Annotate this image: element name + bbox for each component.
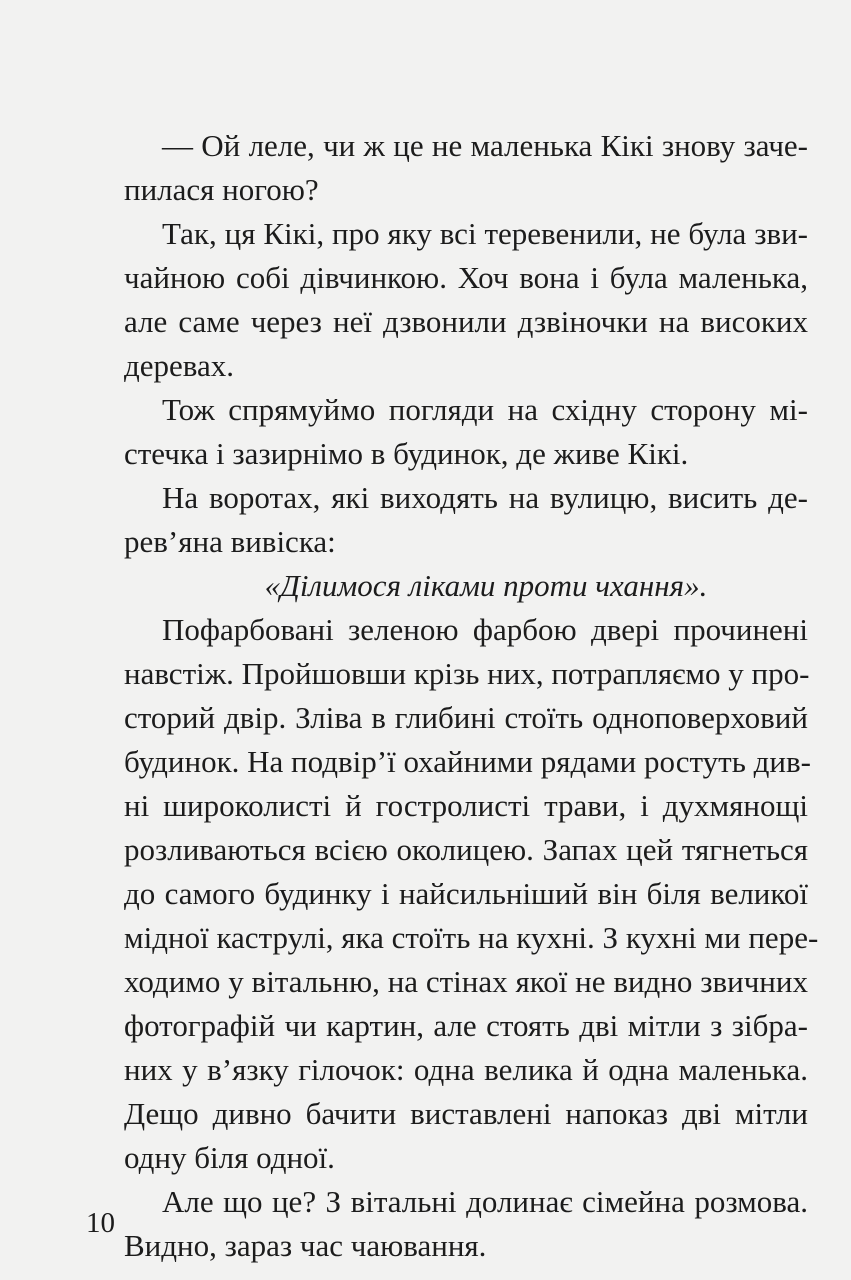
- text-line: них у в’язку гілочок: одна велика й одна маленька.: [124, 1052, 808, 1087]
- paragraph-4: [86, 476, 808, 564]
- text-line: рев’яна вивіска:: [124, 524, 336, 559]
- text-line: мідної каструлі, яка стоїть на кухні. З кухні ми пере-: [124, 920, 819, 955]
- text-line: стечка і зазирнімо в будинок, де живе Кікі.: [124, 436, 689, 471]
- paragraph-2: [86, 212, 808, 388]
- text-line: Тож спрямуймо погляди на східну сторону мі-: [162, 392, 808, 427]
- text-line: будинок. На подвір’ї охайними рядами ростуть див-: [124, 744, 811, 779]
- paragraph-1: [86, 124, 808, 212]
- paragraph-3: [86, 388, 808, 476]
- text-line: до самого будинку і найсильніший він біля великої: [124, 876, 808, 911]
- text-line: сторий двір. Зліва в глибині стоїть одноповерховий: [124, 700, 808, 735]
- sign-text: «Ділимося ліками проти чхання».: [264, 568, 708, 603]
- text-line: На воротах, які виходять на вулицю, висить де-: [162, 480, 808, 515]
- paragraph-6: [86, 608, 819, 1180]
- text-line: ні широколисті й гостролисті трави, і духмянощі: [124, 788, 808, 823]
- text-line: Видно, зараз час чаювання.: [124, 1228, 487, 1263]
- text-line: одну біля одної.: [124, 1140, 335, 1175]
- page-number: 10: [86, 1207, 115, 1239]
- text-line: пилася ногою?: [124, 172, 319, 207]
- text-line: Пофарбовані зеленою фарбою двері прочинені: [162, 612, 808, 647]
- body-text: [86, 124, 819, 1268]
- text-line: навстіж. Пройшовши крізь них, потрапляємо у про-: [124, 656, 810, 691]
- text-line: деревах.: [124, 348, 235, 383]
- text-line: чайною собі дівчинкою. Хоч вона і була маленька,: [124, 260, 808, 295]
- text-line: — Ой леле, чи ж це не маленька Кікі знову заче-: [162, 128, 808, 163]
- paragraph-7: [86, 1180, 808, 1268]
- text-line: розливаються всією околицею. Запах цей тягнеться: [124, 832, 808, 867]
- sign-paragraph: [86, 564, 808, 608]
- text-line: фотографій чи картин, але стоять дві мітли з зібра-: [124, 1008, 808, 1043]
- text-line: Так, ця Кікі, про яку всі теревенили, не була зви-: [162, 216, 808, 251]
- text-line: але саме через неї дзвонили дзвіночки на високих: [124, 304, 808, 339]
- text-line: Дещо дивно бачити виставлені напоказ дві мітли: [124, 1096, 808, 1131]
- text-line: Але що це? З вітальні долинає сімейна розмова.: [162, 1184, 808, 1219]
- text-line: ходимо у вітальню, на стінах якої не видно звичних: [124, 964, 808, 999]
